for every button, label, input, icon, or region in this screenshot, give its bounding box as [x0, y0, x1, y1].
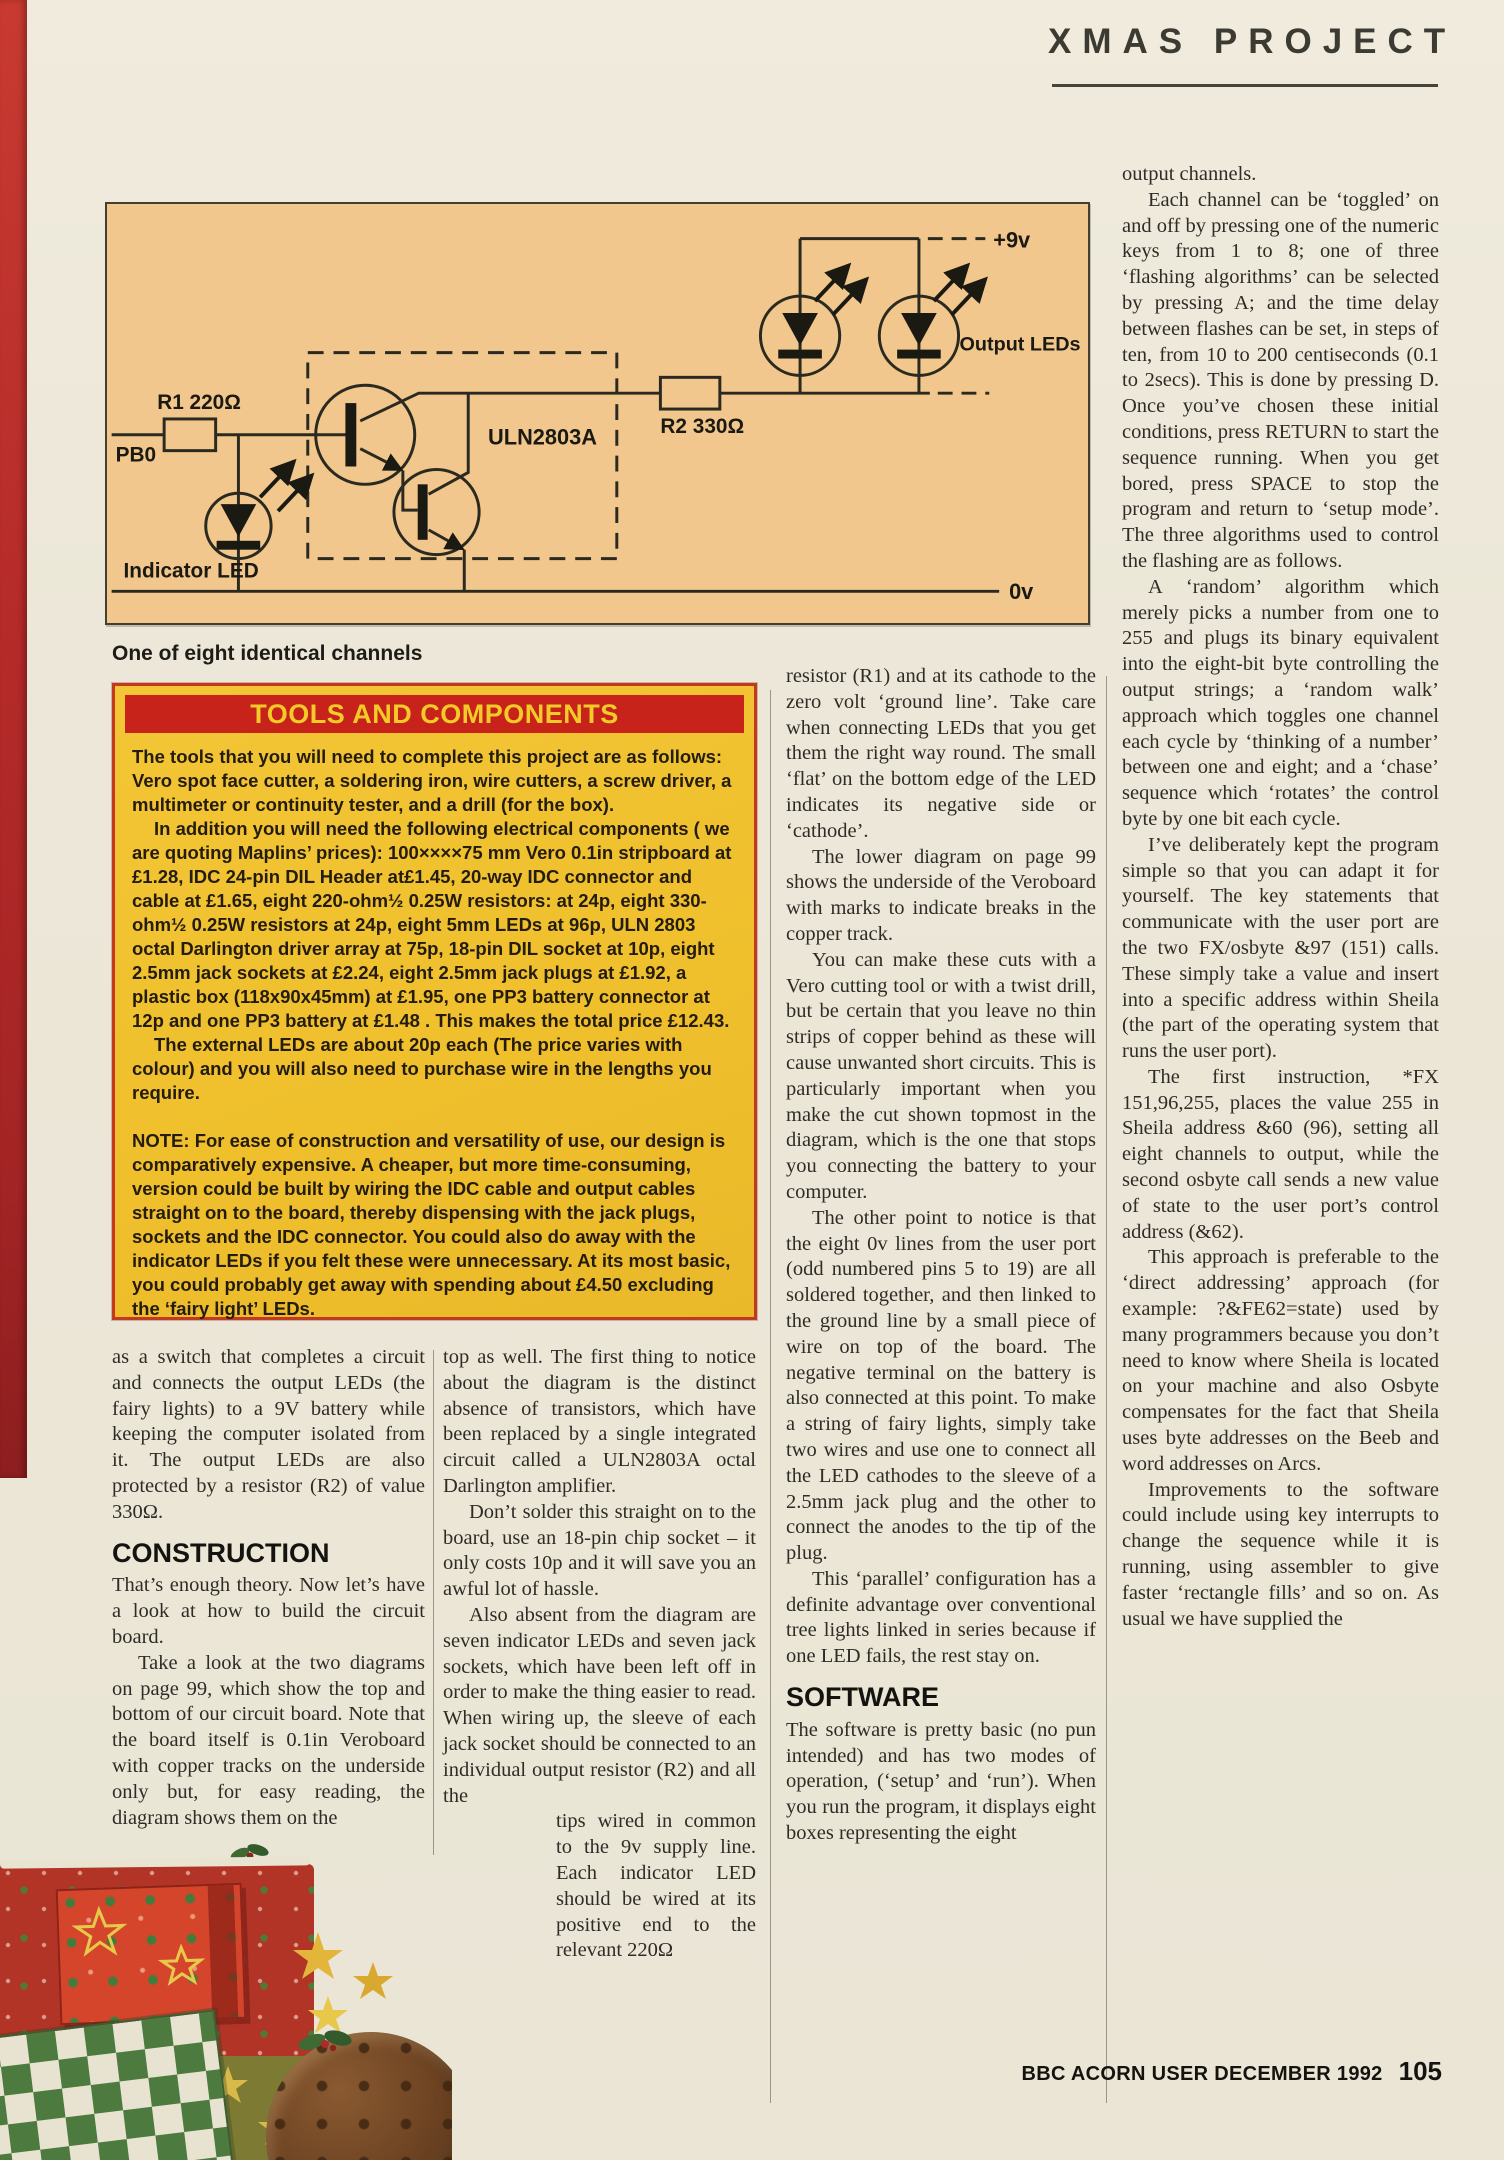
- col2-paragraph-2: Don’t solder this straight on to the board, use an 18-pin chip socket – it only costs 10p and it will save you an awful lot of hassle.: [443, 1500, 756, 1601]
- holly-sprig-icon: [296, 2024, 356, 2058]
- xmas-illustration: [0, 1856, 452, 2160]
- quilt-pattern: [0, 2009, 236, 2160]
- tools-components-panel: [112, 683, 757, 1320]
- tools-paragraph-3: The external LEDs are about 20p each (The price varies with colour) and you will also need to purchase wire in the lengths you require.: [132, 1034, 712, 1103]
- magazine-name: BBC ACORN USER DECEMBER 1992: [1021, 2063, 1383, 2085]
- label-uln2803a: ULN2803A: [488, 424, 597, 450]
- software-heading: SOFTWARE: [786, 1682, 939, 1713]
- body-column-4: [1122, 162, 1439, 1632]
- transistor-2-base-bar: [418, 484, 428, 539]
- column-rule-3: [1106, 676, 1107, 2103]
- col4-paragraph-3: A ‘random’ algorithm which merely picks a number from one to 255 and plugs its binary equivalent into the eight-bit byte controlling the output strings; a ‘random walk’ approach which toggles one channel each cycle by ‘thinking of a number’ between one and eight; and a ‘chase’ sequence which ‘rotates’ the control byte by one bit each cycle.: [1122, 575, 1439, 830]
- circuit-svg: [107, 204, 1088, 623]
- transistor-2-circle: [394, 469, 479, 554]
- col2-paragraph-3-wrapped: tips wired in common to the 9v supply line. Each indicator LED should be wired at its positive end to the relevant 220Ω: [556, 1810, 756, 1962]
- transistor-1-base-bar: [345, 403, 356, 466]
- label-r2: R2 330Ω: [660, 414, 745, 438]
- body-column-1: [112, 1345, 425, 1831]
- indicator-led-bar: [217, 541, 261, 550]
- col3-paragraph-3: You can make these cuts with a Vero cutting tool or with a twist drill, but be certain that you leave no thin strips of copper behind as these will cause unwanted short circuits. This is particularly important when you make the cut shown topmost in the diagram, which is the one that stops you connecting the battery to your computer.: [786, 948, 1096, 1203]
- tools-panel-body: [115, 745, 754, 1321]
- col3-paragraph-6: The software is pretty basic (no pun intended) and has two modes of operation, (‘setup’ and ‘run’). When you run the program, it displays eight boxes representing the eight: [786, 1718, 1096, 1845]
- col4-paragraph-2: Each channel can be ‘toggled’ on and off by pressing one of the numeric keys from 1 to 8; one of three ‘flashing algorithms’ can be selected by pressing A; and the time delay between flashes can be set, in steps of ten, from 10 to 200 centiseconds (0.1 to 2secs). This is done by pressing D. Once you’ve chosen these initial conditions, press RETURN to start the sequence running. When you get bored, press SPACE to stop the program and return to ‘setup mode’. The three algorithms used to control the flashing are as follows.: [1122, 188, 1439, 572]
- col1-paragraph-3: Take a look at the two diagrams on page 99, which show the top and bottom of our circuit board. Note that the board itself is 0.1in Veroboard with copper tracks on the underside only but, for easy reading, the diagram shows them on the: [112, 1651, 425, 1829]
- col4-paragraph-1: output channels.: [1122, 163, 1257, 185]
- body-column-3: [786, 664, 1096, 1847]
- indicator-arrow-1: [260, 462, 294, 498]
- led1-arrow-2: [833, 279, 867, 315]
- col2-paragraph-1: top as well. The first thing to notice about the diagram is the distinct absence of transistors, which have been replaced by a single integrated circuit called a ULN2803A octal Darlington amplifier.: [443, 1346, 756, 1497]
- col4-paragraph-6: This approach is preferable to the ‘direct addressing’ approach (for example: ?&FE62=state) used by many programmers because you don’t need to know where Sheila is located on your machine and also Osbyte compensates for the fact that Sheila uses byte addresses on the Beeb and word addresses on Arcs.: [1122, 1246, 1439, 1475]
- construction-heading: CONSTRUCTION: [112, 1537, 330, 1568]
- tools-paragraph-1: The tools that you will need to complete this project are as follows: Vero spot face cutter, a soldering iron, wire cutters, a screw driver, a multimeter or continuity tester, and a drill (for the box).: [132, 746, 732, 815]
- label-r1: R1 220Ω: [157, 391, 241, 415]
- label-0v: 0v: [1009, 579, 1034, 605]
- body-column-2: [443, 1345, 756, 1964]
- label-output-leds: Output LEDs: [959, 333, 1081, 356]
- output-led-1-bar: [778, 350, 822, 359]
- circuit-diagram: [105, 202, 1090, 625]
- col4-paragraph-5: The first instruction, *FX 151,96,255, places the value 255 in Sheila address &60 (96), setting all eight channels to output, while the second osbyte call sends a new value of state to the user port’s control address (&62).: [1122, 1065, 1439, 1243]
- tools-panel-title: TOOLS AND COMPONENTS: [125, 695, 744, 733]
- col3-paragraph-1: resistor (R1) and at its cathode to the zero volt ‘ground line’. Take care when connecting LEDs that you get them the right way round. The small ‘flat’ on the bottom edge of the LED indicates its negative side or ‘cathode’.: [786, 665, 1096, 842]
- led1-arrow-1: [815, 265, 849, 301]
- output-led-2-bar: [897, 350, 941, 359]
- col4-paragraph-4: I’ve deliberately kept the program simple so that you can adapt it for yourself. The key statements that communicate with the user port are the two FX/osbyte &97 (151) calls. These simply take a value and insert into a specific address within Sheila (the part of the operating system that runs the user port).: [1122, 833, 1439, 1063]
- col1-paragraph-2: That’s enough theory. Now let’s have a look at how to build the circuit board.: [112, 1574, 425, 1648]
- col2-paragraph-3: Also absent from the diagram are seven indicator LEDs and seven jack sockets, which have been left off in order to make the thing easier to read. When wiring up, the sleeve of each jack socket should be connected to an individual output resistor (R2) and all the: [443, 1603, 756, 1807]
- label-indicator-led: Indicator LED: [123, 559, 259, 583]
- masthead-rule: [1052, 84, 1438, 87]
- column-rule-1: [433, 1350, 434, 1855]
- col4-paragraph-7: Improvements to the software could include using key interrupts to change the sequence while it is running, using assembler to give faster ‘rectangle fills’ and so on. As usual we have supplied the: [1122, 1478, 1439, 1630]
- gift-star-pattern: [58, 1885, 244, 2023]
- tools-paragraph-note: NOTE: For ease of construction and versatility of use, our design is comparatively expensive. A cheaper, but more time-consuming, version could be built by wiring the IDC cable and output cables straight on to the board, thereby dispensing with the jack plugs, sockets and the IDC connector. You could also do away with the indicator LEDs if you felt these were unnecessary. At its most basic, you could probably get away with spending about £4.50 excluding the ‘fairy light’ LEDs.: [132, 1130, 731, 1319]
- led2-arrow-1: [934, 265, 968, 301]
- column-rule-2: [770, 690, 771, 2103]
- col3-paragraph-2: The lower diagram on page 99 shows the underside of the Veroboard with marks to indicate breaks in the copper track.: [786, 845, 1096, 945]
- led2-arrow-2: [952, 279, 986, 315]
- col3-paragraph-4: The other point to notice is that the eight 0v lines from the user port (odd numbered pins 5 to 19) are all soldered together, and then linked to the ground line by a small piece of wire on top of the board. The negative terminal on the battery is also connected at this point. To make a string of fairy lights, simply take two wires and use one to connect all the LED cathodes to the sleeve of a 2.5mm jack plug and the other to connect the anodes to the tip of the plug.: [786, 1206, 1096, 1565]
- label-plus-9v: +9v: [993, 227, 1031, 253]
- col3-paragraph-5: This ‘parallel’ configuration has a definite advantage over conventional tree lights linked in series because if one LED fails, the rest stay on.: [786, 1567, 1096, 1668]
- page-footer: [1022, 2056, 1442, 2087]
- col1-paragraph-1: as a switch that completes a circuit and connects the output LEDs (the fairy lights) to a 9V battery while keeping the computer isolated from it. The output LEDs are also protected by a resistor (R2) of value 330Ω.: [112, 1346, 425, 1523]
- resistor-r2: [660, 377, 719, 409]
- circuit-caption: One of eight identical channels: [112, 642, 423, 665]
- page-title: XMAS PROJECT: [1048, 22, 1457, 61]
- gift-box: [56, 1883, 247, 2025]
- page-number: 105: [1398, 2056, 1442, 2086]
- resistor-r1: [164, 419, 216, 451]
- label-pb0: PB0: [115, 443, 157, 467]
- page-edge-red-strip: [0, 0, 27, 1478]
- tools-paragraph-2: In addition you will need the following electrical components ( we are quoting Maplins’ prices): 100××××75 mm Vero 0.1in stripboard at £1.28, IDC 24-pin DIL Header at£1.45, 20-way IDC connector and cable at £1.65, eight 220-ohm½ 0.25W resistors: at 24p, eight 330-ohm½ 0.25W resistors at 24p, eight 5mm LEDs at 96p, ULN 2803 octal Darlington driver array at 75p, 18-pin DIL socket at 10p, eight 2.5mm jack sockets at £2.24, eight 2.5mm jack plugs at £1.92, a plastic box (118x90x45mm) at £1.95, one PP3 battery connector at 12p and one PP3 battery at £1.48 . This makes the total price £12.43.: [132, 818, 732, 1031]
